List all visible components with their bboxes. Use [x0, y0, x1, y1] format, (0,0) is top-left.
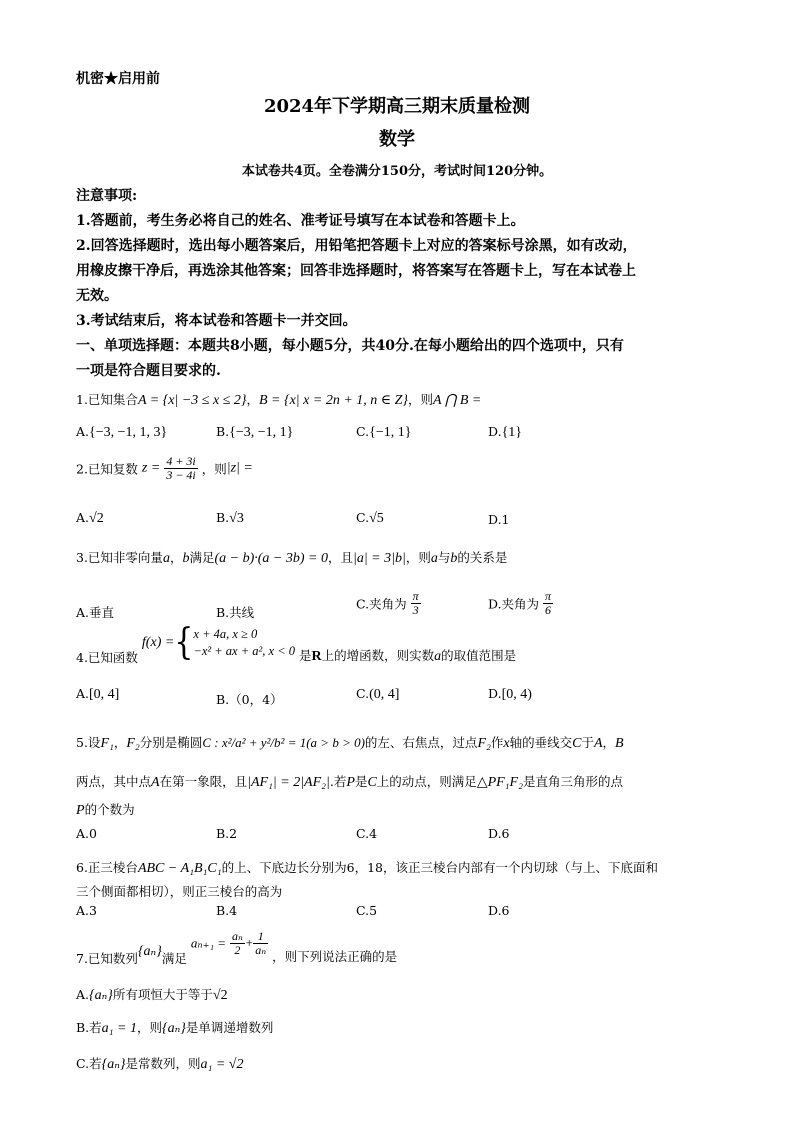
- section-heading-line-1: 一、单项选择题：本题共8小题，每小题5分，共40分.在每小题给出的四个选项中，只有: [76, 338, 624, 354]
- q4-option-c-value: (0, 4]: [369, 687, 400, 702]
- q1-suffix: ，则: [408, 392, 434, 407]
- q2-option-d[interactable]: D.1: [488, 512, 510, 527]
- q3-condition-2: |a| = 3|b|: [352, 551, 406, 566]
- q5-text-3: 分别是椭圆: [139, 735, 203, 750]
- q4-option-c[interactable]: [356, 686, 399, 703]
- q6-text-2: 的上、下底边长分别为6，18，该正三棱台内部有一个内切球（与上、下底面和: [221, 860, 658, 875]
- q1-option-d-value: {1}: [501, 425, 523, 440]
- q3-option-d-fraction: [543, 590, 553, 617]
- subject-title: 数学: [379, 129, 415, 150]
- q2-option-c[interactable]: [356, 510, 384, 527]
- notice-item-2-line-2: 用橡皮擦干净后，再选涂其他答案；回答非选择题时，将答案写在答题卡上，写在本试卷上: [76, 263, 636, 279]
- q1-option-a-value: {−3, −1, 1, 3}: [89, 425, 168, 440]
- q5-c-2: C: [367, 775, 377, 790]
- q5-text-4: 的左、右焦点，过点: [364, 735, 478, 750]
- q7-frac2-den: aₙ: [255, 943, 267, 957]
- q7-mid: 满足: [161, 950, 187, 966]
- q1-prefix: 1.已知集合: [76, 392, 138, 407]
- q6-solid: ABC − A₁B₁C₁: [137, 861, 222, 876]
- question-1-stem: [76, 390, 481, 409]
- q6-text-1: 6.正三棱台: [76, 860, 138, 875]
- q1-set-a: A = {x| −3 ≤ x ≤ 2}: [137, 393, 247, 408]
- q4-mid: 是: [299, 647, 312, 663]
- q2-option-a-label: A.: [76, 510, 90, 525]
- q7-fraction-2: [253, 930, 268, 957]
- q3-option-c-den: 3: [411, 603, 421, 617]
- q5-text-10: 在第一象限，且: [159, 774, 248, 789]
- q5-option-b[interactable]: B.2: [216, 826, 238, 841]
- q2-option-c-label: C.: [356, 510, 370, 525]
- q4-option-a-label: A.: [76, 686, 90, 701]
- exam-info: 本试卷共4页。全卷满分150分，考试时间120分钟。: [241, 164, 553, 179]
- q4-option-d[interactable]: [488, 686, 532, 703]
- q7-option-c-seq: {aₙ}: [101, 1057, 126, 1072]
- q7-option-c-text: 是常数列，则: [125, 1056, 201, 1071]
- q4-prefix: 4.已知函数: [76, 650, 138, 665]
- q3-vector-b: b: [182, 551, 190, 566]
- q3-prefix: 3.已知非零向量: [76, 550, 163, 565]
- question-4-stem: [76, 621, 517, 665]
- q1-option-a[interactable]: [76, 424, 167, 441]
- notice-item-2-line-1: 2.回答选择题时，选出每小题答案后，用铅笔把答题卡上对应的答案标号涂黑，如有改动，: [76, 238, 637, 254]
- q7-frac1-den: 2: [234, 943, 241, 957]
- q7-option-a-label: A.: [76, 987, 90, 1002]
- q1-option-c-value: {−1, 1}: [369, 425, 412, 440]
- q5-triangle: △PF₁F₂: [476, 775, 523, 790]
- q7-fraction-1: [230, 930, 245, 957]
- q2-denominator: 3 − 4i: [166, 468, 196, 482]
- q5-f2-b: F₂: [477, 736, 491, 751]
- notice-item-2-line-3: 无效。: [76, 288, 118, 304]
- q3-option-c-fraction: [411, 590, 421, 617]
- q3-mid-3: ，则: [405, 550, 431, 565]
- q5-text-7: 于: [581, 735, 594, 750]
- q1-option-b-value: {−3, −1, 1}: [229, 425, 294, 440]
- q2-abs: |z| =: [226, 460, 253, 476]
- q5-text-11: .若: [329, 774, 347, 789]
- q5-a-2: A: [151, 775, 160, 790]
- q2-option-b-label: B.: [216, 510, 230, 525]
- q1-sep: ，: [246, 392, 259, 407]
- q4-option-d-label: D.: [488, 686, 502, 701]
- q5-text-12: 是: [354, 774, 368, 789]
- q6-option-b[interactable]: B.4: [216, 903, 238, 918]
- q2-z: z =: [141, 460, 161, 476]
- q4-cases: [193, 626, 295, 660]
- q7-suffix: ，则下列说法正确的是: [272, 948, 398, 964]
- q4-case-1: x + 4a, x ≥ 0: [193, 627, 258, 641]
- q3-option-c[interactable]: [356, 590, 421, 617]
- q5-a: A: [593, 736, 603, 751]
- q5-f2: F₂: [126, 736, 140, 751]
- notice-item-3: 3.考试结束后，将本试卷和答题卡一并交回。: [76, 313, 357, 329]
- q4-case-2: −x² + ax + a², x < 0: [193, 644, 296, 658]
- q5-text-14: 是直角三角形的点: [522, 774, 623, 789]
- q4-option-a[interactable]: [76, 686, 119, 703]
- q4-suffix: 的取值范围是: [441, 647, 517, 663]
- q4-option-c-label: C.: [356, 686, 370, 701]
- q4-option-b[interactable]: B.（0，4）: [216, 692, 283, 707]
- q7-sequence: {aₙ}: [137, 944, 162, 959]
- q4-option-d-value: [0, 4): [501, 687, 532, 702]
- notice-item-1: 1.答题前，考生务必将自己的姓名、准考证号填写在本试卷和答题卡上。: [76, 213, 525, 229]
- question-3-stem: [76, 548, 507, 567]
- q7-recurrence-lhs: aₙ₊₁ =: [190, 935, 226, 951]
- q3-condition-1: (a − b)·(a − 3b) = 0: [214, 551, 328, 566]
- q5-text-1: 5.设: [76, 735, 101, 750]
- q1-option-a-label: A.: [76, 424, 90, 439]
- q5-x: x: [503, 736, 510, 751]
- q4-var-a: a: [434, 648, 442, 664]
- question-5-line-2: [76, 772, 623, 791]
- q5-ellipse: C : x²/a² + y²/b² = 1(a > b > 0): [202, 735, 365, 750]
- q6-option-d[interactable]: D.6: [488, 903, 510, 918]
- q2-option-a-value: √2: [89, 511, 104, 526]
- question-5-line-3: [76, 800, 135, 819]
- q5-text-15: 的个数为: [84, 802, 135, 817]
- q3-option-c-label: C.夹角为: [356, 596, 407, 612]
- section-heading-line-2: 一项是符合题目要求的.: [76, 363, 221, 379]
- question-5-line-1: [76, 733, 624, 752]
- q7-option-c-label: C.若: [76, 1056, 102, 1071]
- q5-text-2: ，: [113, 735, 127, 750]
- q1-set-b: B = {x| x = 2n + 1, n ∈ Z}: [259, 393, 409, 408]
- q7-option-b-mid: ，则: [137, 1020, 163, 1035]
- q7-option-c-value: a₁ = √2: [200, 1057, 244, 1072]
- q3-option-d-num: π: [545, 589, 552, 603]
- q1-option-d[interactable]: [488, 424, 522, 441]
- q3-option-d[interactable]: [488, 590, 553, 617]
- q3-option-a[interactable]: A.垂直: [76, 605, 115, 620]
- q7-option-b[interactable]: [76, 1018, 273, 1037]
- q6-option-a[interactable]: A.3: [76, 903, 97, 918]
- question-7-stem: [76, 929, 398, 966]
- q7-plus: +: [244, 936, 254, 950]
- q4-real-set: R: [311, 648, 322, 664]
- q7-option-b-seq: {aₙ}: [162, 1021, 186, 1036]
- q1-expr: A ⋂ B =: [433, 393, 482, 408]
- q1-option-c[interactable]: [356, 424, 411, 441]
- q7-option-b-condition: a₁ = 1: [101, 1021, 137, 1036]
- question-6-line-1: [76, 858, 658, 877]
- q4-function: f(x) =: [141, 635, 175, 650]
- q5-c: C: [572, 736, 582, 751]
- q3-option-d-den: 6: [543, 603, 553, 617]
- q5-condition: |AF₁| = 2|AF₂|: [247, 775, 330, 790]
- q7-option-a-seq: {aₙ}: [89, 988, 113, 1003]
- q5-option-c[interactable]: C.4: [356, 826, 378, 841]
- q5-p: P: [346, 775, 355, 790]
- q2-prefix: 2.已知复数: [76, 461, 138, 477]
- q7-option-b-label: B.若: [76, 1020, 102, 1035]
- q2-suffix: ，则: [201, 461, 227, 477]
- q3-option-d-label: D.夹角为: [488, 596, 540, 612]
- q2-option-c-value: √5: [369, 511, 384, 526]
- q7-option-a[interactable]: [76, 985, 228, 1004]
- q1-option-c-label: C.: [356, 424, 370, 439]
- question-2-stem: [76, 455, 253, 482]
- q3-suffix: 的关系是: [457, 550, 508, 565]
- q4-tail: [299, 648, 516, 663]
- q5-text-8: ，: [602, 735, 616, 750]
- q1-option-d-label: D.: [488, 424, 502, 439]
- confidential-label: 机密★启用前: [76, 71, 160, 87]
- q7-option-a-value: √2: [212, 988, 228, 1003]
- q6-option-c[interactable]: C.5: [356, 903, 378, 918]
- notice-heading: 注意事项:: [76, 188, 138, 204]
- q3-option-c-num: π: [412, 589, 419, 603]
- q2-option-b-value: √3: [229, 511, 244, 526]
- q3-vector-a: a: [162, 551, 170, 566]
- q5-option-d[interactable]: D.6: [488, 826, 510, 841]
- q3-mid: 满足: [189, 550, 215, 565]
- q4-option-a-value: [0, 4]: [89, 687, 120, 702]
- q7-option-c[interactable]: [76, 1054, 243, 1073]
- q2-option-a[interactable]: [76, 510, 104, 527]
- q3-mid-2: ，且: [327, 550, 353, 565]
- q4-mid-2: 上的增函数，则实数: [321, 647, 435, 663]
- q4-brace-icon: {: [174, 621, 194, 664]
- q7-frac1-num: aₙ: [231, 929, 243, 943]
- q5-p-2: P: [76, 803, 85, 818]
- q5-b: B: [615, 736, 624, 751]
- q7-option-b-text: 是单调递增数列: [185, 1020, 274, 1035]
- q3-comma: ，: [169, 550, 183, 565]
- exam-title: 2024年下学期高三期末质量检测: [263, 96, 531, 117]
- q5-text-9: 两点，其中点: [76, 774, 152, 789]
- q2-option-b[interactable]: [216, 510, 244, 527]
- question-6-line-2: 三个侧面都相切），则正三棱台的高为: [76, 884, 283, 899]
- q2-fraction: [164, 455, 197, 482]
- q7-frac2-num: 1: [253, 930, 268, 944]
- q1-option-b[interactable]: [216, 424, 293, 441]
- q3-option-b[interactable]: B.共线: [216, 605, 255, 620]
- q7-prefix: 7.已知数列: [76, 950, 138, 966]
- q5-f1: F₁: [100, 736, 114, 751]
- q5-text-5: 作: [490, 735, 504, 750]
- q1-option-b-label: B.: [216, 424, 230, 439]
- q5-text-13: 上的动点，则满足: [376, 774, 477, 789]
- q3-vector-b-2: b: [450, 551, 458, 566]
- q7-option-a-text: 所有项恒大于等于: [112, 987, 213, 1002]
- q3-vector-a-2: a: [430, 551, 438, 566]
- q5-text-6: 轴的垂线交: [509, 735, 573, 750]
- q3-and: 与: [437, 550, 451, 565]
- q2-numerator: 4 + 3i: [166, 454, 196, 468]
- q5-option-a[interactable]: A.0: [76, 826, 97, 841]
